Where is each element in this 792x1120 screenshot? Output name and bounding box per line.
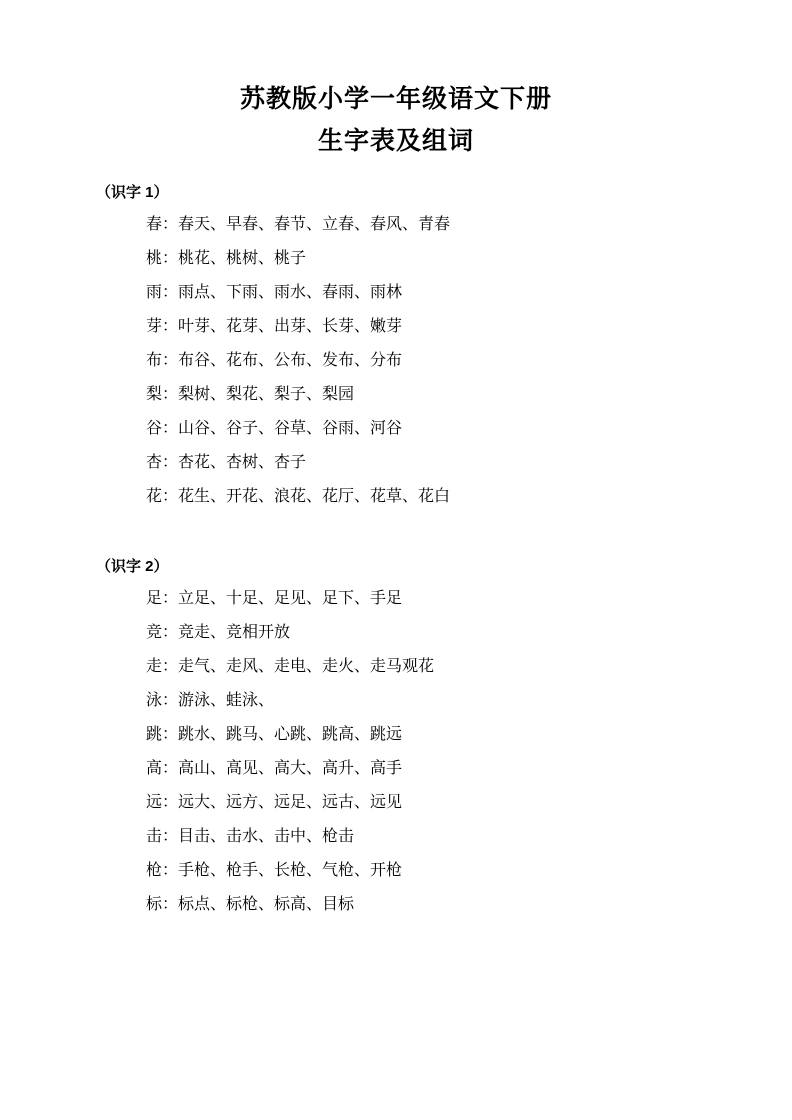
vocab-separator: ： (162, 386, 179, 403)
vocab-entry (146, 208, 704, 242)
vocab-separator: ： (162, 658, 179, 675)
vocab-character: 杏 (146, 454, 163, 471)
vocab-separator: ： (162, 420, 179, 437)
vocab-character: 足 (146, 590, 163, 607)
vocab-words: 梨树、梨花、梨子、梨园 (178, 386, 355, 403)
vocab-separator: ： (162, 692, 179, 709)
vocab-words: 标点、标枪、标高、目标 (178, 896, 355, 913)
vocab-separator: ： (162, 216, 179, 233)
page-title-line-2: 生字表及组词 (317, 127, 474, 155)
vocab-entry (146, 310, 704, 344)
section-shizi-2 (88, 552, 704, 922)
section-heading: （识字 1） (96, 184, 169, 201)
vocab-character: 梨 (146, 386, 163, 403)
vocab-character: 花 (146, 488, 163, 505)
vocab-character: 布 (146, 352, 163, 369)
vocab-words: 游泳、蛙泳、 (178, 692, 275, 709)
vocab-entry (146, 684, 704, 718)
vocab-separator: ： (162, 624, 179, 641)
vocab-separator: ： (162, 828, 179, 845)
vocab-words: 走气、走风、走电、走火、走马观花 (178, 658, 435, 675)
vocab-separator: ： (162, 352, 179, 369)
vocab-separator: ： (162, 454, 179, 471)
vocab-character: 标 (146, 896, 163, 913)
vocab-words: 手枪、枪手、长枪、气枪、开枪 (178, 862, 403, 879)
vocab-words: 叶芽、花芽、出芽、长芽、嫩芽 (178, 318, 403, 335)
vocab-character: 跳 (146, 726, 163, 743)
vocab-words: 竞走、竞相开放 (178, 624, 291, 641)
vocab-entry (146, 344, 704, 378)
vocab-entry (146, 854, 704, 888)
vocab-character: 雨 (146, 284, 163, 301)
vocab-entry (146, 446, 704, 480)
vocab-character: 芽 (146, 318, 163, 335)
vocab-words: 跳水、跳马、心跳、跳高、跳远 (178, 726, 403, 743)
vocab-separator: ： (162, 250, 179, 267)
vocab-character: 桃 (146, 250, 163, 267)
vocab-character: 枪 (146, 862, 163, 879)
section-heading: （识字 2） (96, 558, 169, 575)
vocab-character: 高 (146, 760, 163, 777)
vocab-character: 谷 (146, 420, 163, 437)
vocab-separator: ： (162, 896, 179, 913)
vocab-separator: ： (162, 284, 179, 301)
vocab-separator: ： (162, 760, 179, 777)
vocab-separator: ： (162, 726, 179, 743)
vocab-entry (146, 582, 704, 616)
vocab-separator: ： (162, 318, 179, 335)
vocab-words: 雨点、下雨、雨水、春雨、雨林 (178, 284, 403, 301)
vocab-entry (146, 820, 704, 854)
vocab-words: 春天、早春、春节、立春、春风、青春 (178, 216, 451, 233)
vocab-entry (146, 480, 704, 514)
vocab-words: 目击、击水、击中、枪击 (178, 828, 355, 845)
section-shizi-1 (88, 178, 704, 514)
vocab-separator: ： (162, 488, 179, 505)
vocab-entry (146, 718, 704, 752)
vocab-separator: ： (162, 794, 179, 811)
vocab-character: 远 (146, 794, 163, 811)
vocab-entry (146, 786, 704, 820)
vocab-words: 杏花、杏树、杏子 (178, 454, 307, 471)
vocab-entry (146, 242, 704, 276)
vocab-separator: ： (162, 862, 179, 879)
vocab-words: 花生、开花、浪花、花厅、花草、花白 (178, 488, 451, 505)
vocab-entry (146, 276, 704, 310)
vocab-entry (146, 412, 704, 446)
vocab-words: 高山、高见、高大、高升、高手 (178, 760, 403, 777)
vocab-words: 布谷、花布、公布、发布、分布 (178, 352, 403, 369)
vocab-words: 远大、远方、远足、远古、远见 (178, 794, 403, 811)
vocab-entry (146, 378, 704, 412)
vocab-entry (146, 616, 704, 650)
vocab-character: 走 (146, 658, 163, 675)
vocab-character: 竞 (146, 624, 163, 641)
vocab-words: 桃花、桃树、桃子 (178, 250, 307, 267)
vocab-entry (146, 888, 704, 922)
page-title-line-1: 苏教版小学一年级语文下册 (239, 85, 552, 113)
vocab-words: 山谷、谷子、谷草、谷雨、河谷 (178, 420, 403, 437)
vocab-character: 击 (146, 828, 163, 845)
vocab-character: 春 (146, 216, 163, 233)
vocab-separator: ： (162, 590, 179, 607)
page-title (88, 78, 704, 162)
vocab-character: 泳 (146, 692, 163, 709)
vocab-words: 立足、十足、足见、足下、手足 (178, 590, 403, 607)
vocab-entry (146, 752, 704, 786)
vocab-entry (146, 650, 704, 684)
